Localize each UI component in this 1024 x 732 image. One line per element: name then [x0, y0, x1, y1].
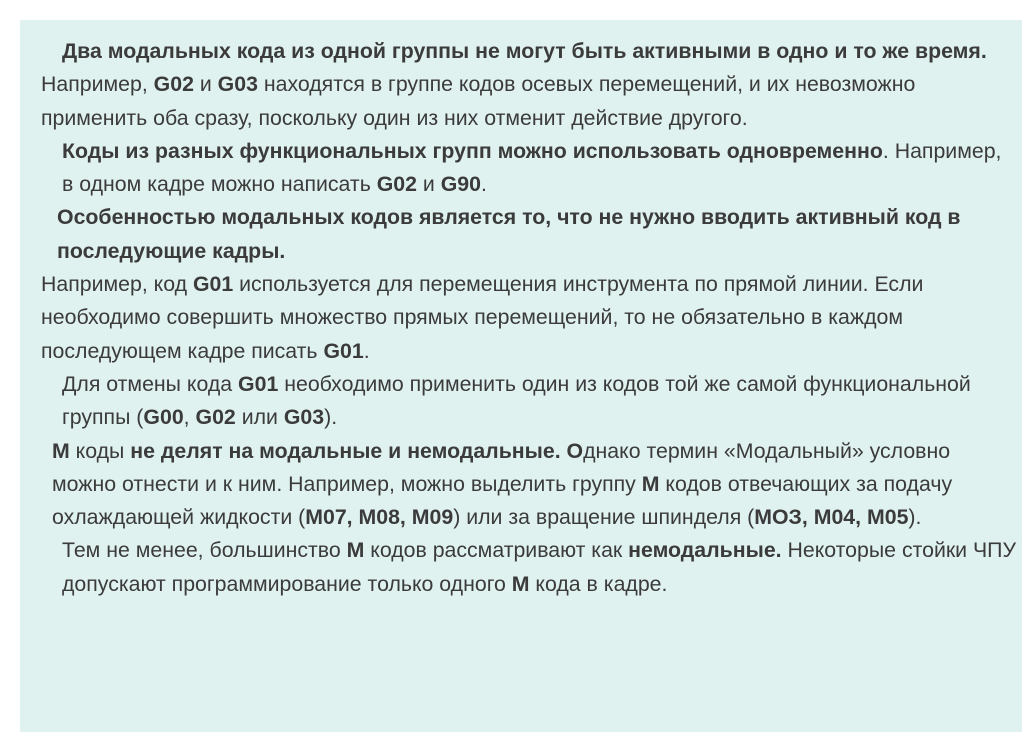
paragraph-modal-feature: Особенностью модальных кодов является то, что не нужно вводить активный код в последующие кадры.: [57, 205, 961, 263]
slide-body-text: [41, 35, 1016, 601]
paragraph-m-codes-nonmodal: Тем не менее, большинство М кодов рассматривают как немодальные. Некоторые стойки ЧПУ допускают программирование только одного М кода в кадре.: [62, 538, 1017, 596]
paragraph-cancel-g01: Для отмены кода G01 необходимо применить один из кодов той же самой функциональной группы (G00, G02 или G03).: [62, 371, 971, 430]
paragraph-m-codes: М коды не делят на модальные и немодальные. Однако термин «Модальный» условно можно отнести и к ним. Например, можно выделить группу М кодов отвечающих за подачу охлаждающей жидкости (М07, М08, М09) или за вращение шпинделя (МОЗ, М04, М05).: [52, 438, 953, 530]
paragraph-different-groups: Коды из разных функциональных групп можно использовать одновременно. Например, в одном кадре можно написать G02 и G90.: [62, 138, 1002, 197]
slide: [20, 20, 1022, 732]
paragraph-modal-conflict: Два модальных кода из одной группы не могут быть активными в одно и то же время.: [62, 39, 987, 63]
paragraph-g01-example: Например, код G01 используется для перемещения инструмента по прямой линии. Если необходимо совершить множество прямых перемещений, то не обязательно в каждом последующем кадре писать G01.: [41, 272, 924, 363]
paragraph-g02-g03-example: Например, G02 и G03 находятся в группе кодов осевых перемещений, и их невозможно применить оба сразу, поскольку один из них отменит действие другого.: [41, 72, 916, 130]
